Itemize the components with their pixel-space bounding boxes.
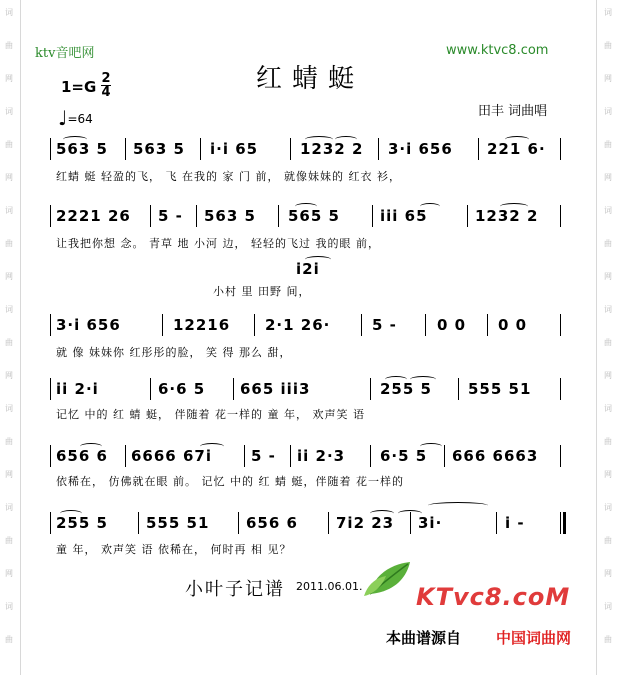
slur-mark xyxy=(335,136,357,143)
measure-notes: 563 5 xyxy=(133,140,185,158)
measure-notes: 555 51 xyxy=(468,380,532,398)
lyric-line: 小村 里 田野 间， xyxy=(213,285,311,298)
watermark-char: 网 xyxy=(5,272,13,281)
bar-line xyxy=(50,512,51,534)
left-watermark-column xyxy=(3,0,15,675)
right-watermark-column xyxy=(602,0,614,675)
bar-line xyxy=(50,445,51,467)
slur-mark xyxy=(370,510,394,517)
watermark-char: 网 xyxy=(5,470,13,479)
lyric-line: 童 年， 欢声笑 语 依稀在， 何时再 相 见？ xyxy=(56,543,292,556)
measure-notes: 656 6 xyxy=(56,447,108,465)
slur-mark xyxy=(410,376,436,383)
bar-line xyxy=(378,138,379,160)
bar-line xyxy=(487,314,488,336)
bar-line xyxy=(278,205,279,227)
logo-text: KTvc8.coM xyxy=(416,583,571,611)
bar-line xyxy=(372,205,373,227)
song-title: 红蜻蜓 xyxy=(256,64,365,94)
watermark-char: 词 xyxy=(5,503,13,512)
bar-line xyxy=(125,445,126,467)
measure-notes: 1232 2 xyxy=(300,140,364,158)
lyric-line: 就 像 妹妹你 红彤彤的脸， 笑 得 那么 甜， xyxy=(56,346,292,359)
measure-notes: 666 6663 xyxy=(452,447,539,465)
lyric-line: 记忆 中的 红 蜻 蜓， 伴随着 花一样的 童 年， 欢声笑 语 xyxy=(56,408,365,421)
measure-notes: 255 5 xyxy=(380,380,432,398)
measure-notes: 5 - xyxy=(158,207,183,225)
bar-line xyxy=(560,205,561,227)
time-signature xyxy=(101,73,111,98)
measure-notes: 1232 2 xyxy=(475,207,539,225)
measure-notes: 5 - xyxy=(251,447,276,465)
measure-notes: 563 5 xyxy=(204,207,256,225)
watermark-char: 网 xyxy=(604,569,612,578)
watermark-char: 网 xyxy=(5,569,13,578)
watermark-char: 曲 xyxy=(604,635,612,644)
watermark-char: 词 xyxy=(604,305,612,314)
slur-mark xyxy=(200,443,224,450)
watermark-char: 词 xyxy=(5,305,13,314)
lyric-line: 让我把你想 念。 青草 地 小河 边， 轻轻的飞过 我的眼 前， xyxy=(56,237,380,250)
measure-notes: 565 5 xyxy=(288,207,340,225)
measure-notes: i·i 65 xyxy=(210,140,259,158)
watermark-char: 曲 xyxy=(604,239,612,248)
bar-line xyxy=(150,205,151,227)
measure-notes: 2·1 26· xyxy=(265,316,331,334)
lyric-line: 依稀在， 仿佛就在眼 前。 记忆 中的 红 蜻 蜓，伴随着 花一样的 xyxy=(56,475,404,488)
bar-line xyxy=(238,512,239,534)
slur-mark xyxy=(500,203,528,210)
bar-line xyxy=(444,445,445,467)
watermark-char: 网 xyxy=(5,173,13,182)
bar-line xyxy=(244,445,245,467)
meter-bottom: 4 xyxy=(101,85,111,100)
slur-mark xyxy=(295,203,317,210)
bar-line xyxy=(560,512,561,534)
measure-notes: 3·i 656 xyxy=(388,140,453,158)
slur-mark xyxy=(80,443,102,450)
slur-mark xyxy=(305,256,331,263)
watermark-char: 曲 xyxy=(604,41,612,50)
bar-line xyxy=(50,205,51,227)
measure-notes: 255 5 xyxy=(56,514,108,532)
watermark-char: 网 xyxy=(5,371,13,380)
watermark-char: 词 xyxy=(5,107,13,116)
watermark-char: 词 xyxy=(604,404,612,413)
site-name-left: ktv音吧网 xyxy=(35,46,95,61)
bar-line xyxy=(200,138,201,160)
watermark-char: 曲 xyxy=(604,338,612,347)
leaf-logo-icon xyxy=(362,560,412,598)
bar-line xyxy=(125,138,126,160)
watermark-char: 曲 xyxy=(604,140,612,149)
measure-notes: 2221 26 xyxy=(56,207,131,225)
watermark-char: 词 xyxy=(604,206,612,215)
bar-line xyxy=(162,314,163,336)
watermark-char: 词 xyxy=(604,8,612,17)
measure-notes: ii 2·i xyxy=(56,380,99,398)
measure-notes: 563 5 xyxy=(56,140,108,158)
key-signature: 1=G xyxy=(61,78,97,96)
quarter-note-icon: ♩ xyxy=(58,106,68,130)
meter-top: 2 xyxy=(101,71,111,86)
slur-mark xyxy=(428,502,488,509)
left-border-line xyxy=(20,0,21,675)
bar-line xyxy=(496,512,497,534)
watermark-char: 词 xyxy=(5,8,13,17)
watermark-char: 网 xyxy=(5,74,13,83)
slur-mark xyxy=(420,443,442,450)
watermark-char: 网 xyxy=(604,470,612,479)
watermark-char: 曲 xyxy=(5,635,13,644)
bar-line xyxy=(50,378,51,400)
slur-mark xyxy=(398,510,422,517)
measure-notes: 656 6 xyxy=(246,514,298,532)
measure-notes: 555 51 xyxy=(146,514,210,532)
bar-line xyxy=(150,378,151,400)
slur-mark xyxy=(63,136,87,143)
bar-line xyxy=(138,512,139,534)
bar-line xyxy=(560,314,561,336)
bar-line xyxy=(328,512,329,534)
measure-notes: iii 65 xyxy=(380,207,428,225)
measure-notes: 665 iii3 xyxy=(240,380,311,398)
watermark-char: 曲 xyxy=(5,140,13,149)
measure-notes: 3·i 656 xyxy=(56,316,121,334)
measure-notes: 7i2 23 xyxy=(336,514,395,532)
watermark-char: 网 xyxy=(604,371,612,380)
bar-line xyxy=(560,138,561,160)
measure-notes: 5 - xyxy=(372,316,397,334)
bar-line xyxy=(560,445,561,467)
bar-line xyxy=(467,205,468,227)
watermark-char: 词 xyxy=(604,107,612,116)
tempo-value: =64 xyxy=(67,112,93,126)
measure-notes: i2i xyxy=(296,260,320,278)
watermark-char: 曲 xyxy=(5,536,13,545)
measure-notes: 6·6 5 xyxy=(158,380,206,398)
final-bar-line xyxy=(563,512,566,534)
source-label: 本曲谱源自 xyxy=(386,629,462,647)
bar-line xyxy=(425,314,426,336)
measure-notes: ii 2·3 xyxy=(297,447,346,465)
measure-notes: i - xyxy=(505,514,525,532)
source-site-link[interactable]: 中国词曲网 xyxy=(496,629,572,647)
measure-notes: 3i· xyxy=(418,514,443,532)
watermark-char: 曲 xyxy=(5,239,13,248)
bar-line xyxy=(290,138,291,160)
watermark-char: 曲 xyxy=(604,536,612,545)
bar-line xyxy=(370,378,371,400)
watermark-char: 曲 xyxy=(5,41,13,50)
bar-line xyxy=(361,314,362,336)
measure-notes: 6·5 5 xyxy=(380,447,428,465)
song-credit: 田丰 词曲唱 xyxy=(478,104,548,119)
slur-mark xyxy=(60,510,82,517)
watermark-char: 曲 xyxy=(604,437,612,446)
bar-line xyxy=(254,314,255,336)
watermark-char: 词 xyxy=(5,206,13,215)
measure-notes: 12216 xyxy=(173,316,231,334)
right-border-line xyxy=(596,0,597,675)
bar-line xyxy=(458,378,459,400)
bar-line xyxy=(370,445,371,467)
bar-line xyxy=(50,314,51,336)
site-url-right: www.ktvc8.com xyxy=(446,43,549,58)
measure-notes: 0 0 xyxy=(498,316,528,334)
bar-line xyxy=(233,378,234,400)
slur-mark xyxy=(505,136,529,143)
bar-line xyxy=(50,138,51,160)
watermark-char: 词 xyxy=(604,602,612,611)
tempo-marking xyxy=(58,106,93,130)
bar-line xyxy=(478,138,479,160)
measure-notes: 0 0 xyxy=(437,316,467,334)
bar-line xyxy=(560,378,561,400)
bar-line xyxy=(196,205,197,227)
watermark-char: 词 xyxy=(5,404,13,413)
watermark-char: 曲 xyxy=(5,338,13,347)
watermark-char: 网 xyxy=(604,74,612,83)
watermark-char: 网 xyxy=(604,272,612,281)
watermark-char: 曲 xyxy=(5,437,13,446)
score-date: 2011.06.01. xyxy=(296,580,363,593)
watermark-char: 词 xyxy=(604,503,612,512)
score-recorder: 小叶子记谱 xyxy=(185,579,285,600)
watermark-char: 词 xyxy=(5,602,13,611)
slur-mark xyxy=(305,136,333,143)
slur-mark xyxy=(385,376,407,383)
lyric-line: 红蜻 蜓 轻盈的飞， 飞 在我的 家 门 前， 就像妹妹的 红衣 衫， xyxy=(56,170,401,183)
bar-line xyxy=(290,445,291,467)
measure-notes: 6666 67i xyxy=(131,447,212,465)
watermark-char: 网 xyxy=(604,173,612,182)
slur-mark xyxy=(420,203,440,210)
measure-notes: 221 6· xyxy=(487,140,546,158)
